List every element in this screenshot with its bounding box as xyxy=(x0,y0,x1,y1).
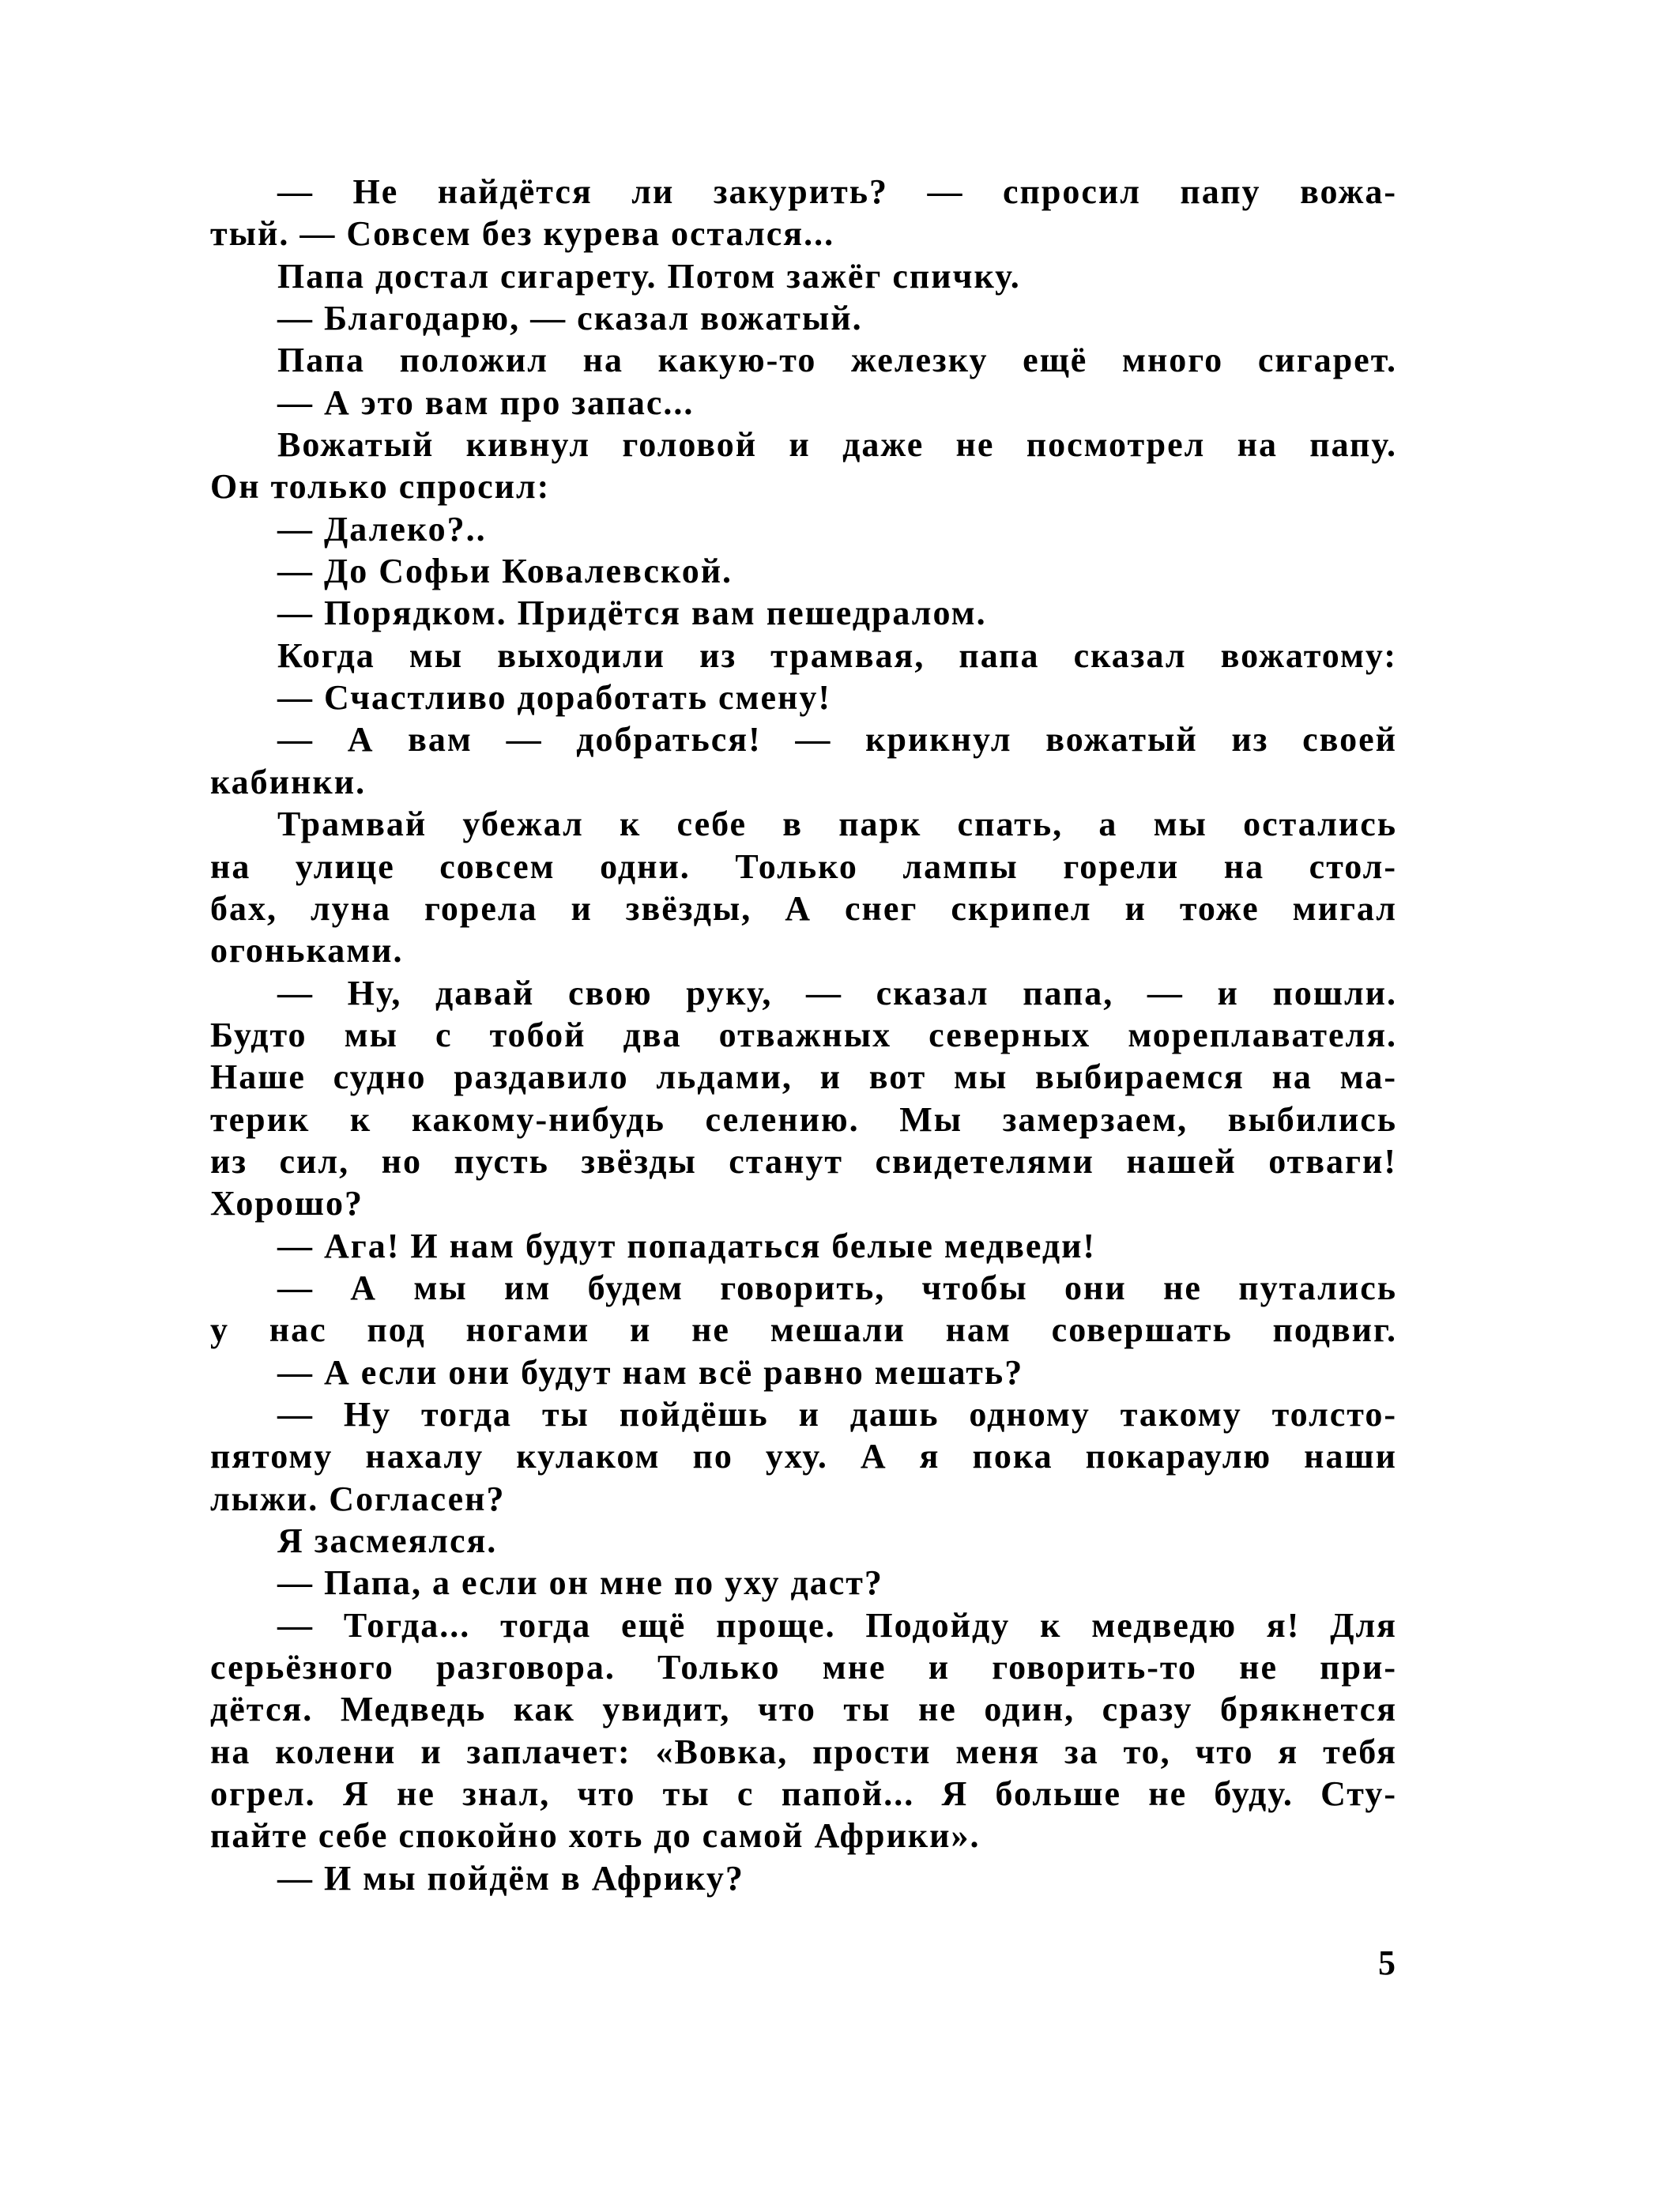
text-line: — И мы пойдём в Африку? xyxy=(277,1858,744,1898)
text-line: — Счастливо доработать смену! xyxy=(277,678,832,718)
text-line: — Не найдётся ли закурить? — спросил папу вожа- xyxy=(277,172,1397,211)
text-line: из сил, но пусть звёзды станут свидетелями нашей отваги! xyxy=(210,1141,1397,1181)
text-line: — Ага! И нам будут попадаться белые медведи! xyxy=(277,1226,1097,1265)
text-line: Трамвай убежал к себе в парк спать, а мы остались xyxy=(277,805,1397,844)
text-line: серьёзного разговора. Только мне и говорить-то не при- xyxy=(210,1648,1397,1687)
text-line: — Далеко?.. xyxy=(277,509,487,548)
text-line: — А мы им будем говорить, чтобы они не путались xyxy=(277,1268,1397,1307)
text-line: Я засмеялся. xyxy=(277,1521,498,1560)
text-line: Папа положил на какую-то железку ещё много сигарет. xyxy=(277,341,1397,380)
text-line: Вожатый кивнул головой и даже не посмотрел на папу. xyxy=(277,425,1397,465)
text-line: на колени и заплачет: «Вовка, прости меня за то, что я тебя xyxy=(210,1732,1397,1771)
text-line: — Благодарю, — сказал вожатый. xyxy=(277,299,863,338)
text-line: Наше судно раздавило льдами, и вот мы выбираемся на ма- xyxy=(210,1057,1397,1097)
text-line: дётся. Медведь как увидит, что ты не один, сразу брякнется xyxy=(210,1690,1397,1729)
page-body-text xyxy=(210,171,1397,1899)
text-line: Когда мы выходили из трамвая, папа сказал вожатому: xyxy=(277,635,1397,675)
text-line: — До Софьи Ковалевской. xyxy=(277,552,733,591)
text-line: лыжи. Согласен? xyxy=(210,1479,506,1518)
text-line: — Тогда... тогда ещё проще. Подойду к медведю я! Для xyxy=(277,1605,1397,1645)
text-line: огрел. Я не знал, что ты с папой... Я больше не буду. Сту- xyxy=(210,1774,1397,1814)
text-line: у нас под ногами и не мешали нам совершать подвиг. xyxy=(210,1310,1397,1350)
text-line: — Папа, а если он мне по уху даст? xyxy=(277,1563,883,1603)
text-line: Он только спросил: xyxy=(210,467,551,507)
text-line: тый. — Совсем без курева остался... xyxy=(210,214,835,254)
text-line: Папа достал сигарету. Потом зажёг спичку. xyxy=(277,256,1021,296)
text-line: огоньками. xyxy=(210,931,404,971)
text-line: Хорошо? xyxy=(210,1184,364,1223)
text-line: кабинки. xyxy=(210,762,367,801)
text-line: — Ну тогда ты пойдёшь и дашь одному такому толсто- xyxy=(277,1394,1397,1434)
text-line: пятому нахалу кулаком по уху. А я пока покараулю наши xyxy=(210,1437,1397,1476)
page-number: 5 xyxy=(1378,1943,1396,1982)
text-line: — А если они будут нам всё равно мешать? xyxy=(277,1352,1024,1392)
text-line: — Ну, давай свою руку, — сказал папа, — и пошли. xyxy=(277,973,1397,1012)
text-line: — А вам — добраться! — крикнул вожатый из своей xyxy=(277,720,1397,760)
text-line: терик к какому-нибудь селению. Мы замерзаем, выбились xyxy=(210,1099,1397,1139)
text-line: — А это вам про запас... xyxy=(277,383,695,422)
text-line: — Порядком. Придётся вам пешедралом. xyxy=(277,594,987,633)
text-line: Будто мы с тобой два отважных северных мореплавателя. xyxy=(210,1015,1397,1054)
text-line: бах, луна горела и звёзды, А снег скрипел и тоже мигал xyxy=(210,888,1397,928)
text-line: на улице совсем одни. Только лампы горели на стол- xyxy=(210,846,1397,886)
text-line: пайте себе спокойно хоть до самой Африки». xyxy=(210,1816,981,1856)
